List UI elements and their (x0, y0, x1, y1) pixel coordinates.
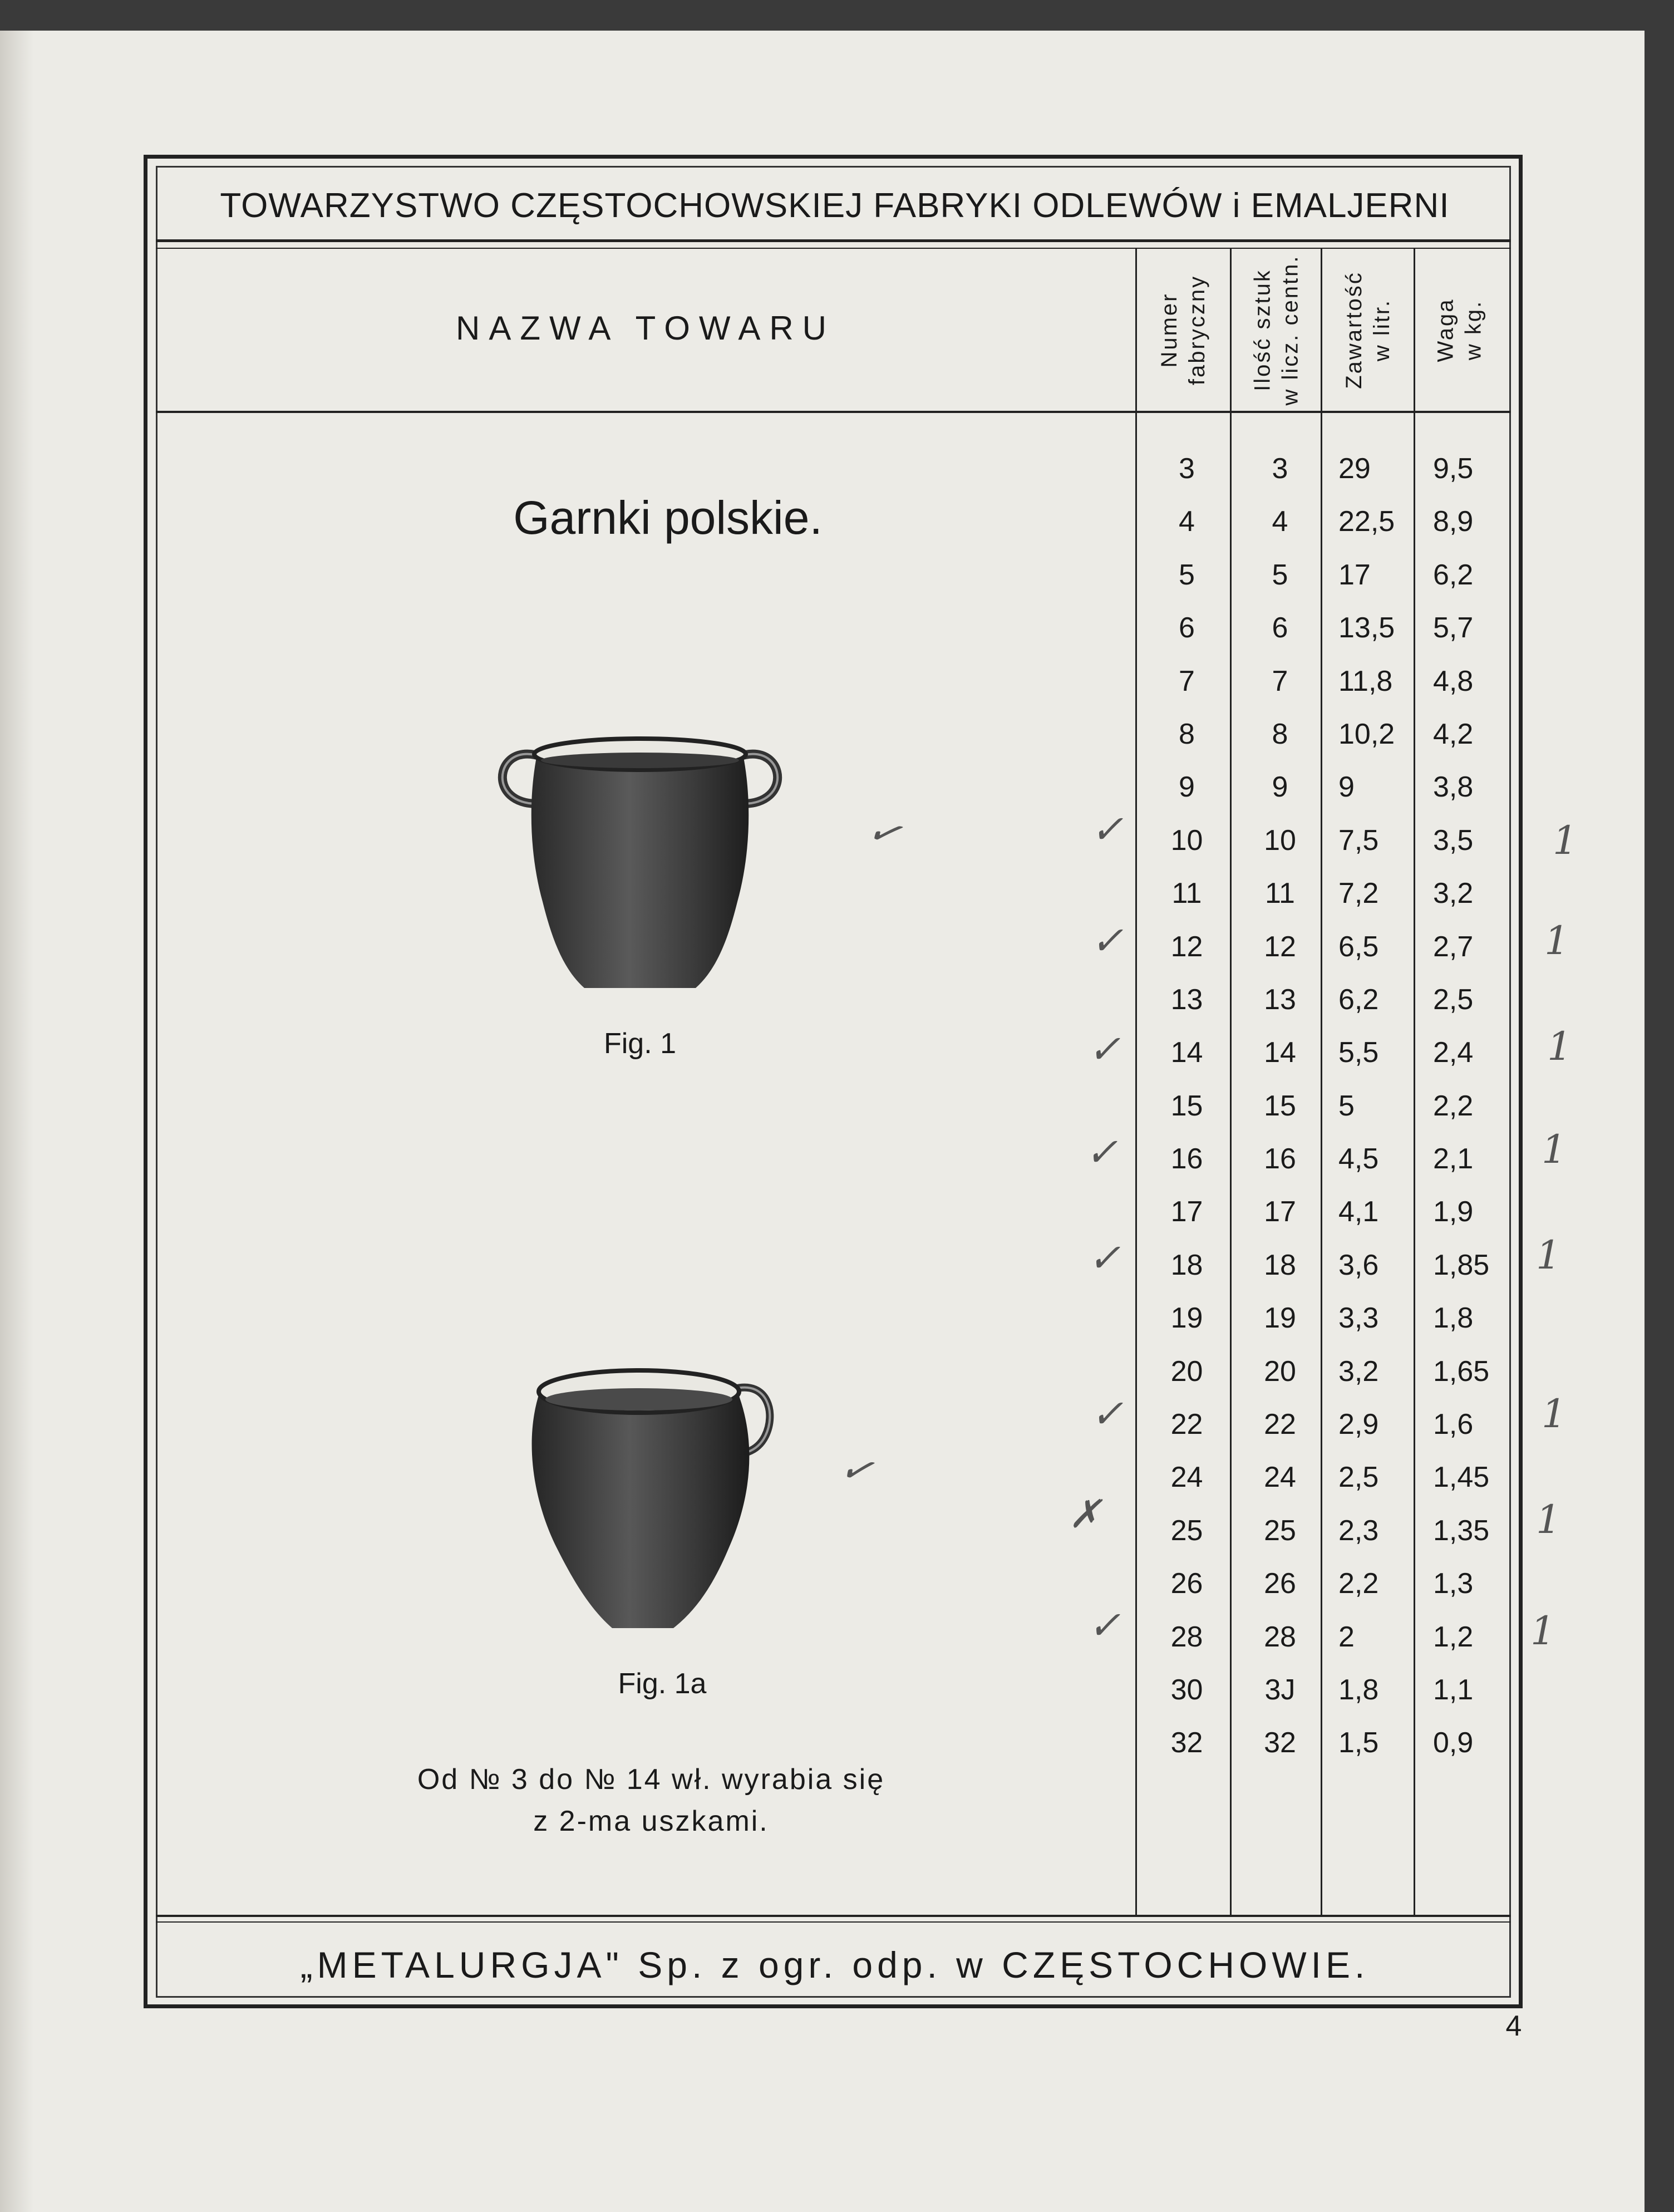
column-head-count: Ilość sztuk w licz. centn. (1250, 254, 1302, 405)
cell-number: 4 (1179, 505, 1195, 538)
cell-weight: 1,9 (1433, 1196, 1474, 1228)
cell-capacity: 2,5 (1338, 1461, 1379, 1494)
table-row (1138, 1345, 1500, 1398)
cell-count: 20 (1264, 1355, 1296, 1388)
column-head-number: Numer fabryczny (1157, 274, 1210, 385)
handwritten-tick: ✓ (1091, 1391, 1124, 1437)
cell-number: 15 (1170, 1089, 1203, 1122)
cell-number: 20 (1170, 1355, 1203, 1388)
table-row (1138, 549, 1500, 602)
page-number: 4 (1505, 2010, 1522, 2042)
cell-weight: 3,2 (1433, 877, 1474, 910)
cell-number: 14 (1170, 1036, 1203, 1069)
handwritten-count: 1 (1544, 918, 1569, 964)
cell-weight: 1,1 (1433, 1673, 1474, 1706)
cell-weight: 2,1 (1433, 1143, 1474, 1176)
handwritten-count: 1 (1542, 1391, 1567, 1437)
page-spine-shadow (0, 31, 33, 2212)
handwritten-tick: ✓ (1085, 1129, 1118, 1175)
cell-number: 8 (1179, 717, 1195, 750)
cell-count: 11 (1265, 877, 1295, 910)
table-row (1138, 1398, 1500, 1451)
cell-capacity: 10,2 (1338, 717, 1395, 750)
column-head-weight: Waga w kg. (1433, 297, 1486, 362)
figure-caption-1: Fig. 1 (603, 1028, 677, 1060)
cell-number: 6 (1179, 612, 1195, 645)
cell-number: 11 (1171, 877, 1202, 910)
table-row (1138, 1292, 1500, 1345)
cell-count: 19 (1264, 1302, 1296, 1335)
handwritten-count: 1 (1536, 1497, 1561, 1542)
cell-count: 4 (1272, 505, 1288, 538)
table-row (1138, 443, 1500, 495)
cell-capacity: 7,5 (1338, 824, 1379, 857)
cell-count: 15 (1264, 1089, 1296, 1122)
cell-capacity: 3,6 (1338, 1248, 1379, 1281)
table-row (1138, 655, 1500, 708)
cell-weight: 5,7 (1433, 612, 1474, 645)
footer-rule-thin (156, 1921, 1511, 1923)
cell-count: 8 (1272, 717, 1288, 750)
cell-number: 22 (1170, 1408, 1203, 1441)
note-text (345, 1759, 957, 1842)
table-row (1138, 602, 1500, 655)
cell-number: 24 (1170, 1461, 1203, 1494)
cell-number: 28 (1170, 1620, 1203, 1653)
table-head-rule (156, 411, 1511, 413)
cell-weight: 1,3 (1433, 1567, 1474, 1600)
cell-count: 28 (1264, 1620, 1296, 1653)
cell-capacity: 3,3 (1338, 1302, 1379, 1335)
table-row (1138, 1611, 1500, 1664)
handwritten-tick: ✓ (1088, 1026, 1121, 1072)
handwritten-count: 1 (1542, 1127, 1567, 1172)
table-row (1138, 1186, 1500, 1238)
table-row (1138, 1080, 1500, 1133)
cell-count: 32 (1264, 1727, 1296, 1759)
cell-count: 22 (1264, 1408, 1296, 1441)
table-row (1138, 814, 1500, 867)
cell-count: 6 (1272, 612, 1288, 645)
cell-capacity: 22,5 (1338, 505, 1395, 538)
handwritten-count: 1 (1530, 1608, 1555, 1654)
cell-count: 3J (1264, 1673, 1296, 1706)
cell-number: 26 (1170, 1567, 1203, 1600)
note-line-2: z 2-ma uszkami. (533, 1805, 769, 1837)
table-row (1138, 1505, 1500, 1557)
table-row (1138, 867, 1500, 920)
table-row (1138, 1557, 1500, 1610)
cell-count: 26 (1264, 1567, 1296, 1600)
cell-number: 18 (1170, 1248, 1203, 1281)
cell-capacity: 7,2 (1338, 877, 1379, 910)
cell-weight: 2,2 (1433, 1089, 1474, 1122)
cell-number: 25 (1170, 1514, 1203, 1547)
cell-count: 3 (1272, 453, 1288, 485)
cell-number: 3 (1179, 453, 1195, 485)
pot-one-handle-illustration (523, 1358, 779, 1636)
cell-count: 10 (1264, 824, 1296, 857)
cell-weight: 1,6 (1433, 1408, 1474, 1441)
cell-weight: 1,85 (1433, 1248, 1490, 1281)
pot-two-handles-illustration (490, 724, 790, 1002)
cell-capacity: 2,9 (1338, 1408, 1379, 1441)
cell-count: 17 (1264, 1196, 1296, 1228)
cell-count: 9 (1272, 771, 1288, 804)
header-rule (156, 239, 1511, 242)
cell-weight: 2,4 (1433, 1036, 1474, 1069)
cell-weight: 0,9 (1433, 1727, 1474, 1759)
handwritten-cross: ✗ (1069, 1491, 1101, 1537)
cell-count: 5 (1272, 558, 1288, 591)
cell-weight: 2,7 (1433, 930, 1474, 963)
cell-number: 13 (1170, 983, 1203, 1016)
cell-count: 12 (1264, 930, 1296, 963)
cell-number: 19 (1170, 1302, 1203, 1335)
table-row (1138, 1133, 1500, 1186)
cell-count: 14 (1264, 1036, 1296, 1069)
cell-weight: 1,2 (1433, 1620, 1474, 1653)
cell-number: 30 (1170, 1673, 1203, 1706)
cell-number: 7 (1179, 665, 1195, 697)
cell-weight: 6,2 (1433, 558, 1474, 591)
cell-number: 16 (1170, 1143, 1203, 1176)
column-rule (1135, 249, 1137, 1915)
table-row (1138, 1664, 1500, 1717)
handwritten-tick: ✓ (1091, 918, 1124, 964)
cell-count: 18 (1264, 1248, 1296, 1281)
cell-capacity: 4,1 (1338, 1196, 1379, 1228)
cell-weight: 1,65 (1433, 1355, 1490, 1388)
table-row (1138, 1026, 1500, 1079)
cell-number: 5 (1179, 558, 1195, 591)
cell-count: 24 (1264, 1461, 1296, 1494)
cell-capacity: 6,2 (1338, 983, 1379, 1016)
handwritten-tick: ✓ (835, 1443, 879, 1496)
table-row (1138, 1451, 1500, 1504)
data-table-body (1138, 443, 1500, 1770)
handwritten-count: 1 (1547, 1024, 1572, 1069)
cell-capacity: 2,3 (1338, 1514, 1379, 1547)
header-rule-thin (156, 248, 1511, 249)
handwritten-tick: ✓ (1088, 1603, 1121, 1648)
table-row (1138, 921, 1500, 974)
cell-count: 16 (1264, 1143, 1296, 1176)
table-row (1138, 708, 1500, 761)
cell-capacity: 17 (1338, 558, 1371, 591)
handwritten-tick: ✓ (1091, 807, 1124, 852)
cell-weight: 1,8 (1433, 1302, 1474, 1335)
handwritten-count: 1 (1536, 1232, 1561, 1278)
cell-count: 13 (1264, 983, 1296, 1016)
column-head-capacity: Zawartość w litr. (1342, 271, 1394, 389)
cell-number: 9 (1179, 771, 1195, 804)
cell-capacity: 13,5 (1338, 612, 1395, 645)
footer-rule (156, 1915, 1511, 1917)
cell-capacity: 29 (1338, 453, 1371, 485)
cell-number: 32 (1170, 1727, 1203, 1759)
cell-weight: 1,45 (1433, 1461, 1490, 1494)
cell-capacity: 5 (1338, 1089, 1355, 1122)
cell-weight: 1,35 (1433, 1514, 1490, 1547)
footer-publisher: „METALURGJA" Sp. z ogr. odp. w CZĘSTOCHOWIE. (300, 1944, 1370, 1985)
cell-weight: 3,8 (1433, 771, 1474, 804)
table-row (1138, 1239, 1500, 1292)
cell-capacity: 1,8 (1338, 1673, 1379, 1706)
table-row (1138, 761, 1500, 814)
column-head-name: NAZWA TOWARU (455, 309, 836, 347)
figure-caption-1a: Fig. 1a (618, 1668, 707, 1700)
cell-weight: 9,5 (1433, 453, 1474, 485)
cell-weight: 4,8 (1433, 665, 1474, 697)
handwritten-tick: ✓ (1088, 1235, 1121, 1281)
handwritten-count: 1 (1553, 818, 1578, 863)
cell-count: 7 (1272, 665, 1288, 697)
table-row (1138, 974, 1500, 1026)
cell-weight: 8,9 (1433, 505, 1474, 538)
cell-weight: 3,5 (1433, 824, 1474, 857)
cell-number: 10 (1170, 824, 1203, 857)
cell-weight: 2,5 (1433, 983, 1474, 1016)
cell-capacity: 11,8 (1338, 665, 1393, 697)
cell-capacity: 1,5 (1338, 1727, 1379, 1759)
cell-capacity: 2,2 (1338, 1567, 1379, 1600)
cell-weight: 4,2 (1433, 717, 1474, 750)
handwritten-tick: ✓ (861, 805, 908, 859)
cell-capacity: 9 (1338, 771, 1355, 804)
cell-number: 12 (1170, 930, 1203, 963)
cell-capacity: 4,5 (1338, 1143, 1379, 1176)
cell-number: 17 (1170, 1196, 1203, 1228)
company-header: TOWARZYSTWO CZĘSTOCHOWSKIEJ FABRYKI ODLEWÓW i EMALJERNI (220, 186, 1450, 225)
cell-count: 25 (1264, 1514, 1296, 1547)
table-row (1138, 495, 1500, 548)
note-line-1: Od № 3 do № 14 wł. wyrabia się (417, 1763, 885, 1796)
cell-capacity: 2 (1338, 1620, 1355, 1653)
table-row (1138, 1717, 1500, 1769)
cell-capacity: 3,2 (1338, 1355, 1379, 1388)
product-title: Garnki polskie. (513, 491, 823, 544)
cell-capacity: 6,5 (1338, 930, 1379, 963)
cell-capacity: 5,5 (1338, 1036, 1379, 1069)
